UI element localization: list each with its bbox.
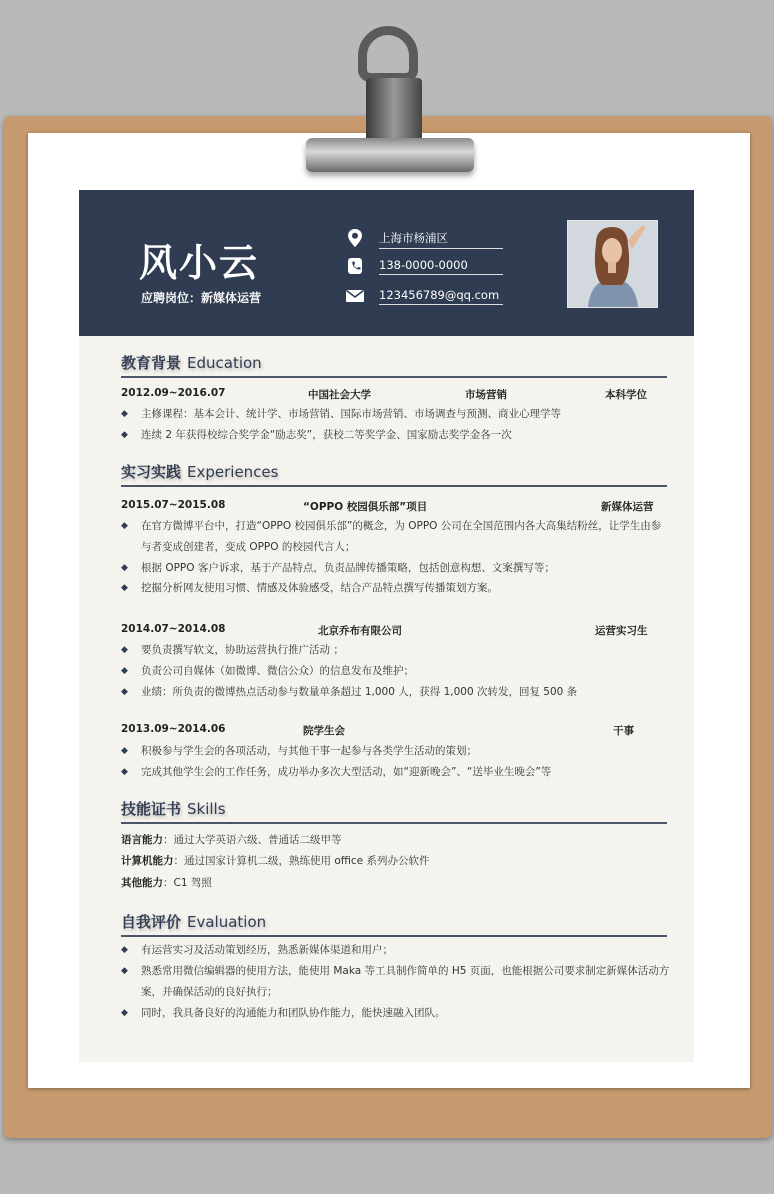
bullet-diamond-icon: ◆ [121,583,128,593]
experience-3-period: 2013.09~2014.06 [121,723,226,735]
section-divider [121,822,667,824]
list-item: ◆ 负责公司自媒体（如微博、微信公众）的信息发布及维护； [121,661,671,682]
bullet-diamond-icon: ◆ [121,966,128,976]
experience-1-period: 2015.07~2015.08 [121,499,226,511]
education-section-title [121,352,262,373]
bullet-diamond-icon: ◆ [121,563,128,573]
experience-1-role: 新媒体运营 [601,501,654,513]
skills-section-title [121,798,226,819]
evaluation-title-en: Evaluation [187,913,267,931]
evaluation-title-cn: 自我评价 [121,913,182,931]
bullet-diamond-icon: ◆ [121,1008,128,1018]
experience-3-org: 院学生会 [303,725,345,737]
experience-2-role: 运营实习生 [595,625,648,637]
bullet-diamond-icon: ◆ [121,409,128,419]
evaluation-section-title [121,911,266,932]
skill-language: 语言能力：通过大学英语六级、普通话二级甲等 [121,834,342,846]
bullet-diamond-icon: ◆ [121,687,128,697]
education-major: 市场营销 [465,389,507,401]
contact-phone [345,256,505,278]
education-period: 2012.09~2016.07 [121,387,226,399]
education-school: 中国社会大学 [308,389,371,401]
clip-base [306,138,474,172]
list-item: ◆ 在官方微博平台中，打造“OPPO 校园俱乐部”的概念，为 OPPO 公司在全国范围内各大高集结粉丝，让学生由参与者变成创建者，变成 OPPO 的校园代言人； [121,516,671,558]
skill-computer: 计算机能力：通过国家计算机二级，熟练使用 office 系列办公软件 [121,855,430,867]
resume [79,190,694,1062]
section-divider [121,376,667,378]
list-item: ◆ 熟悉常用微信编辑器的使用方法，能使用 Maka 等工具制作简单的 H5 页面，也能根据公司要求制定新媒体活动方案，并确保活动的良好执行； [121,961,671,1003]
clip-ring-icon [358,26,418,82]
list-item: ◆ 要负责撰写软文，协助运营执行推广活动 ； [121,640,671,661]
education-degree: 本科学位 [605,389,647,401]
email-text: 123456789@qq.com [379,288,503,305]
portrait-illustration [568,221,657,307]
experience-title-cn: 实习实践 [121,463,182,481]
skills-title-cn: 技能证书 [121,800,182,818]
list-item: ◆ 连续 2 年获得校综合奖学金“励志奖”，获校二等奖学金、国家励志奖学金各一次 [121,425,671,446]
bullet-diamond-icon: ◆ [121,645,128,655]
resume-header [79,190,694,336]
contact-address [345,228,505,250]
education-title-en: Education [187,354,262,372]
experience-section-title [121,461,278,482]
envelope-icon [345,286,365,306]
section-divider [121,935,667,937]
bullet-diamond-icon: ◆ [121,666,128,676]
list-item: ◆ 同时，我具备良好的沟通能力和团队协作能力，能快速融入团队。 [121,1003,671,1024]
profile-photo [567,220,658,308]
candidate-name: 风小云 [139,241,260,285]
list-item: ◆ 完成其他学生会的工作任务，成功举办多次大型活动，如“迎新晚会”、“送毕业生晚会”等 [121,762,671,783]
location-pin-icon [345,228,365,248]
bullet-diamond-icon: ◆ [121,746,128,756]
bullet-diamond-icon: ◆ [121,767,128,777]
list-item: ◆ 主修课程：基本会计、统计学、市场营销、国际市场营销、市场调查与预测、商业心理学等 [121,404,671,425]
list-item: ◆ 业绩：所负责的微博热点活动参与数量单条超过 1,000 人，获得 1,000 次转发，回复 500 条 [121,682,671,703]
phone-icon [345,256,365,276]
experience-title-en: Experiences [187,463,279,481]
list-item: ◆ 挖掘分析网友使用习惯、情感及体验感受，结合产品特点撰写传播策划方案。 [121,578,671,599]
applied-position: 应聘岗位：新媒体运营 [141,291,262,305]
list-item: ◆ 有运营实习及活动策划经历，熟悉新媒体渠道和用户； [121,940,671,961]
section-divider [121,485,667,487]
bullet-diamond-icon: ◆ [121,430,128,440]
bullet-diamond-icon: ◆ [121,945,128,955]
skill-other: 其他能力：C1 驾照 [121,877,212,889]
contact-email [345,286,505,308]
skills-title-en: Skills [187,800,226,818]
list-item: ◆ 积极参与学生会的各项活动，与其他干事一起参与各类学生活动的策划； [121,741,671,762]
address-text: 上海市杨浦区 [379,230,503,249]
list-item: ◆ 根据 OPPO 客户诉求，基于产品特点，负责品牌传播策略，包括创意构想、文案撰写等； [121,558,671,579]
phone-text: 138-0000-0000 [379,258,503,275]
experience-2-org: 北京乔布有限公司 [318,625,402,637]
experience-3-role: 干事 [613,725,634,737]
experience-2-period: 2014.07~2014.08 [121,623,226,635]
experience-1-org: “OPPO 校园俱乐部”项目 [303,501,428,513]
bullet-diamond-icon: ◆ [121,521,128,531]
education-title-cn: 教育背景 [121,354,182,372]
